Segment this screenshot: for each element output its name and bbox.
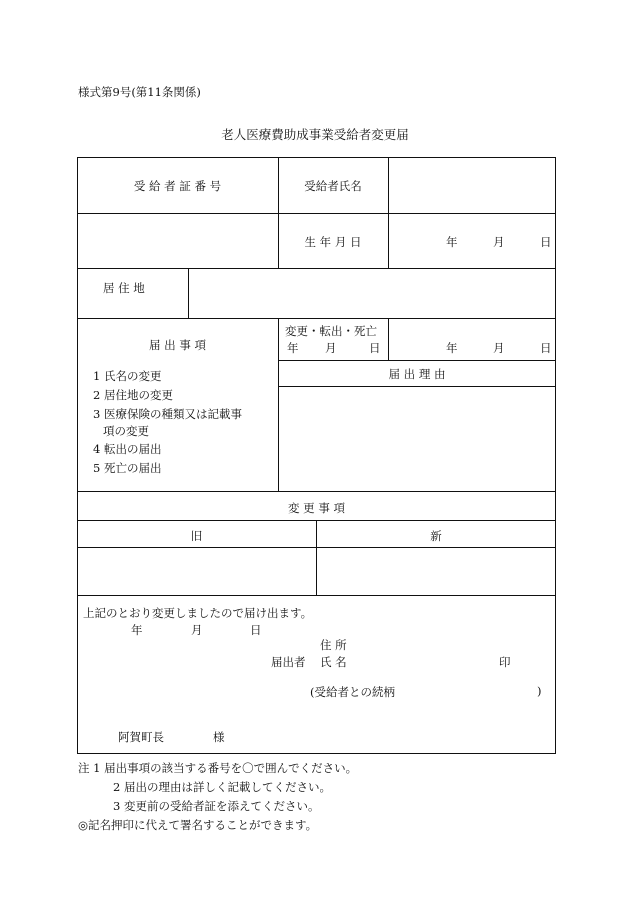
birth-year-label: 年: [446, 235, 458, 249]
new-value-field[interactable]: [317, 548, 555, 594]
list-item-continued: 項の変更: [103, 424, 149, 438]
col-line-5: [388, 318, 389, 360]
new-label: 新: [430, 529, 442, 543]
cert-number-label: 受 給 者 証 番 号: [133, 179, 222, 193]
relationship-label: (受給者との続柄: [310, 685, 395, 699]
birth-month-label: 月: [493, 235, 505, 249]
list-item[interactable]: 2 居住地の変更: [93, 388, 173, 402]
event-month-label: 月: [493, 341, 505, 355]
reason-field[interactable]: [279, 387, 555, 490]
addressee-honorific: 様: [213, 730, 225, 744]
relationship-close: ): [537, 684, 542, 698]
note-line: ◎記名押印に代えて署名することができます。: [78, 818, 318, 832]
address-label: 居 住 地: [103, 281, 145, 295]
change-date-year-label: 年: [287, 341, 299, 355]
list-item[interactable]: 4 転出の届出: [93, 442, 162, 456]
declaration-month-label: 月: [191, 623, 203, 637]
declaration-statement: 上記のとおり変更しましたので届け出ます。: [83, 606, 313, 620]
old-label: 旧: [190, 529, 203, 543]
cert-number-field[interactable]: [78, 214, 277, 267]
birthdate-label: 生 年 月 日: [304, 235, 362, 249]
change-date-label: 変更・転出・死亡: [285, 324, 377, 338]
row-line-6: [77, 491, 556, 492]
note-line: 2 届出の理由は詳しく記載してください。: [113, 780, 331, 794]
declaration-day-label: 日: [250, 623, 262, 637]
change-date-day-label: 日: [369, 341, 381, 355]
list-item[interactable]: 3 医療保険の種類又は記載事: [93, 407, 242, 421]
event-year-label: 年: [446, 341, 458, 355]
change-items-label: 変 更 事 項: [288, 501, 345, 515]
row-line-3: [77, 318, 556, 319]
form-number: 様式第9号(第11条関係): [78, 85, 201, 99]
declaration-year-label: 年: [131, 623, 143, 637]
recipient-name-label: 受給者氏名: [304, 179, 362, 193]
note-line: 3 変更前の受給者証を添えてください。: [113, 799, 320, 813]
row-line-9: [77, 595, 556, 596]
old-value-field[interactable]: [78, 548, 315, 594]
row-line-4: [278, 360, 556, 361]
notice-items-label: 届 出 事 項: [149, 338, 206, 352]
list-item[interactable]: 1 氏名の変更: [93, 369, 162, 383]
birth-day-label: 日: [540, 235, 552, 249]
change-date-month-label: 月: [325, 341, 337, 355]
applicant-name-label: 氏 名: [320, 655, 347, 669]
addressee: 阿賀町長: [118, 730, 164, 744]
seal-mark: 印: [499, 655, 511, 669]
list-item[interactable]: 5 死亡の届出: [93, 461, 162, 475]
applicant-address-label: 住 所: [320, 638, 347, 652]
reason-label: 届 出 理 由: [388, 367, 446, 381]
col-line-1: [278, 157, 279, 268]
note-line: 注 1 届出事項の該当する番号を〇で囲んでください。: [78, 761, 358, 775]
form-title: 老人医療費助成事業受給者変更届: [221, 127, 409, 142]
recipient-name-field[interactable]: [389, 158, 555, 213]
address-field[interactable]: [189, 269, 555, 318]
applicant-label: 届出者: [271, 655, 306, 669]
event-day-label: 日: [540, 341, 552, 355]
